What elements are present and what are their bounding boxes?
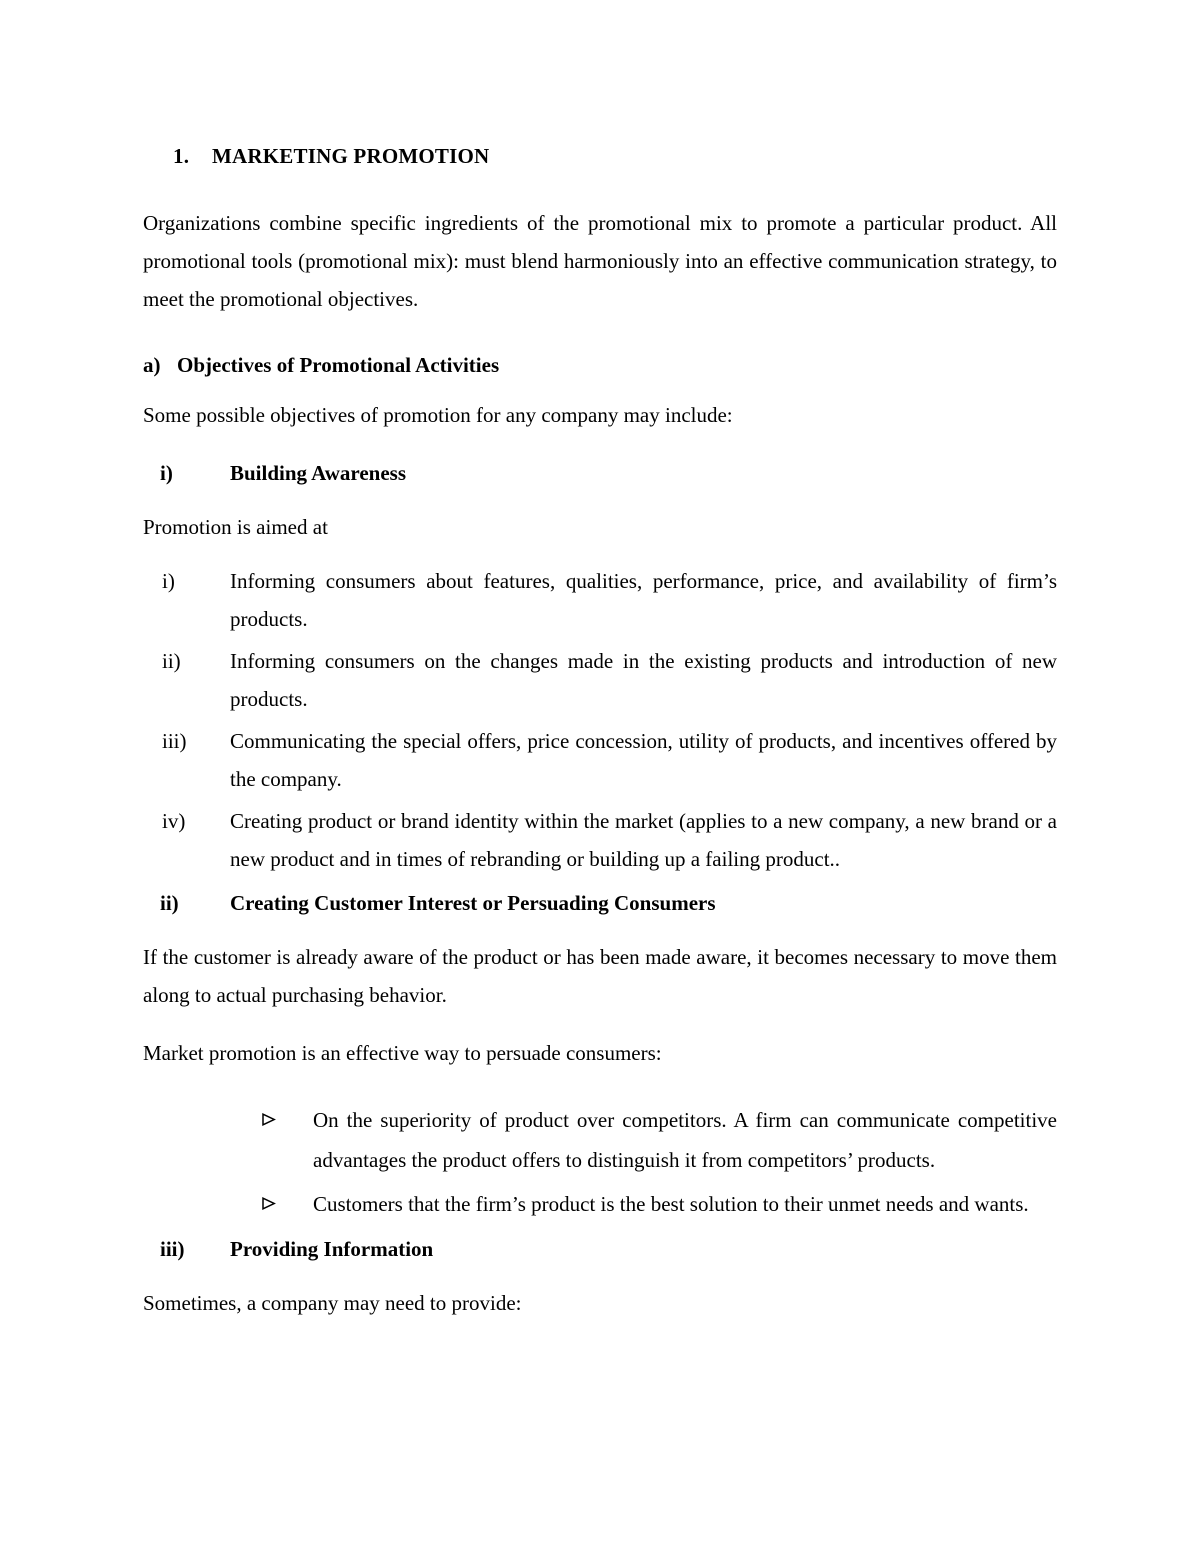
list-item (143, 562, 1057, 638)
providing-information-lead: Sometimes, a company may need to provide: (143, 1291, 522, 1315)
title-number: 1. (173, 144, 190, 168)
title-text: MARKETING PROMOTION (212, 144, 490, 168)
heading-providing-information (143, 1230, 1057, 1268)
heading-building-awareness-text: Building Awareness (230, 461, 407, 485)
bullet-text: On the superiority of product over competitors. A firm can communicate competitive advantages the product offers to distinguish it from competitors’ products. (313, 1108, 1057, 1172)
heading-customer-interest (143, 884, 1057, 922)
list-item (143, 802, 1057, 878)
list-item-text: Informing consumers about features, qualities, performance, price, and availability of firm’s products. (230, 569, 1057, 631)
heading-objectives-text: Objectives of Promotional Activities (177, 353, 500, 377)
list-item (143, 722, 1057, 798)
building-awareness-lead: Promotion is aimed at (143, 515, 328, 539)
heading-objectives-label: a) (143, 353, 161, 377)
objectives-lead-paragraph: Some possible objectives of promotion for any company may include: (143, 403, 733, 427)
heading-building-awareness-label: i) (160, 461, 173, 485)
roman-numbered-list (143, 562, 1057, 878)
bullet-text: Customers that the firm’s product is the best solution to their unmet needs and wants. (313, 1192, 1029, 1216)
heading-providing-information-label: iii) (160, 1237, 185, 1261)
arrow-bullet-icon (260, 1111, 277, 1128)
list-item-label: i) (162, 569, 175, 593)
heading-building-awareness (143, 454, 1057, 492)
list-item-text: Creating product or brand identity within the market (applies to a new company, a new brand or a new product and in times of rebranding or building up a failing product.. (230, 809, 1057, 871)
customer-interest-paragraph-2: Market promotion is an effective way to persuade consumers: (143, 1041, 662, 1065)
page-title (143, 142, 1057, 170)
list-item-text: Communicating the special offers, price concession, utility of products, and incentives offered by the company. (230, 729, 1057, 791)
arrow-bullet-list (143, 1100, 1057, 1224)
intro-paragraph: Organizations combine specific ingredients of the promotional mix to promote a particular product. All promotional tools (promotional mix): must blend harmoniously into an effective communication strategy, to meet the promotional objectives. (143, 211, 1057, 311)
heading-customer-interest-text: Creating Customer Interest or Persuading Consumers (230, 891, 716, 915)
bullet-item (143, 1100, 1057, 1180)
heading-customer-interest-label: ii) (160, 891, 179, 915)
list-item-label: iv) (162, 809, 186, 833)
arrow-bullet-icon (260, 1195, 277, 1212)
list-item-label: ii) (162, 649, 181, 673)
bullet-item (143, 1184, 1057, 1224)
list-item-label: iii) (162, 729, 187, 753)
customer-interest-paragraph-1: If the customer is already aware of the product or has been made aware, it becomes necessary to move them along to actual purchasing behavior. (143, 945, 1057, 1007)
heading-objectives (143, 346, 1057, 384)
list-item-text: Informing consumers on the changes made in the existing products and introduction of new products. (230, 649, 1057, 711)
heading-providing-information-text: Providing Information (230, 1237, 434, 1261)
list-item (143, 642, 1057, 718)
